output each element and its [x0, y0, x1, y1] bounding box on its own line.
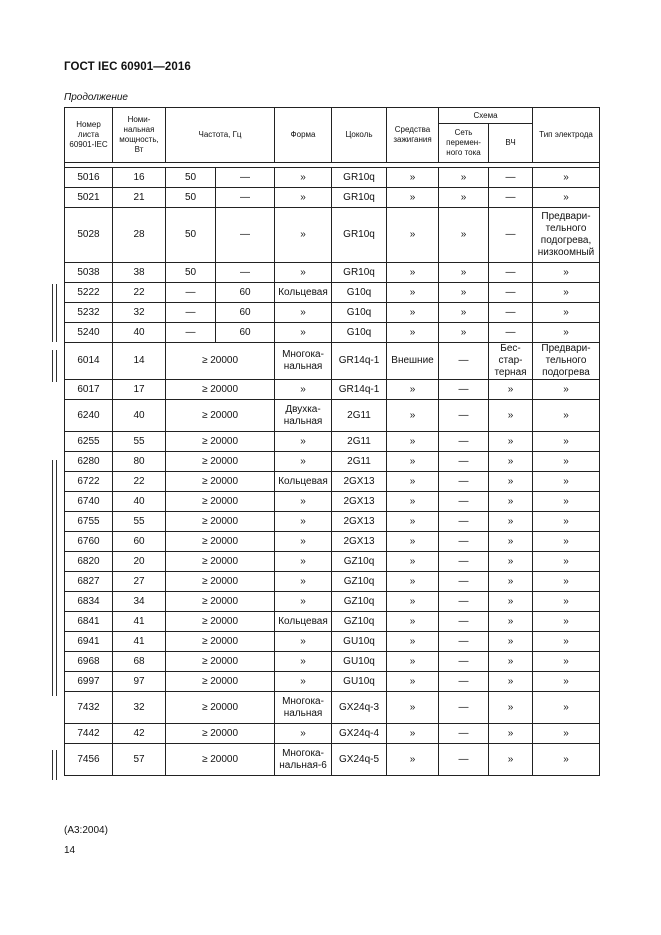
cell-mains: — — [439, 744, 489, 776]
cell-mains: — — [439, 452, 489, 472]
header-frequency: Частота, Гц — [166, 108, 275, 163]
cell-electrode: » — [533, 512, 600, 532]
table-row — [65, 592, 600, 612]
cell-mains: — — [439, 343, 489, 380]
cell-shape: » — [275, 652, 332, 672]
cell-frequency-60: — — [216, 188, 275, 208]
cell-power: 32 — [113, 303, 166, 323]
cell-starter: » — [387, 532, 439, 552]
table-row — [65, 380, 600, 400]
cell-power: 40 — [113, 323, 166, 343]
table-row — [65, 168, 600, 188]
header-base: Цоколь — [332, 108, 387, 163]
cell-power: 55 — [113, 432, 166, 452]
cell-mains: » — [439, 283, 489, 303]
table-row — [65, 208, 600, 263]
cell-base: GZ10q — [332, 612, 387, 632]
cell-sheet: 6841 — [65, 612, 113, 632]
cell-shape: » — [275, 552, 332, 572]
cell-mains: — — [439, 612, 489, 632]
table-row — [65, 552, 600, 572]
cell-electrode: » — [533, 323, 600, 343]
cell-frequency-60: — — [216, 208, 275, 263]
cell-starter: » — [387, 263, 439, 283]
cell-frequency-60: 60 — [216, 303, 275, 323]
table-row — [65, 432, 600, 452]
change-bar — [52, 350, 53, 382]
table-row — [65, 672, 600, 692]
cell-power: 22 — [113, 283, 166, 303]
table-row — [65, 343, 600, 380]
cell-base: GU10q — [332, 652, 387, 672]
table-row — [65, 724, 600, 744]
cell-sheet: 6941 — [65, 632, 113, 652]
cell-frequency-50: 50 — [166, 168, 216, 188]
cell-electrode: » — [533, 692, 600, 724]
cell-starter: » — [387, 380, 439, 400]
cell-electrode: » — [533, 263, 600, 283]
cell-starter: » — [387, 744, 439, 776]
table-row — [65, 303, 600, 323]
cell-electrode: » — [533, 572, 600, 592]
cell-starter: » — [387, 208, 439, 263]
cell-sheet: 6755 — [65, 512, 113, 532]
cell-starter: » — [387, 400, 439, 432]
cell-base: GZ10q — [332, 592, 387, 612]
table-row — [65, 652, 600, 672]
cell-power: 41 — [113, 632, 166, 652]
table-row — [65, 632, 600, 652]
cell-sheet: 6760 — [65, 532, 113, 552]
cell-hf: » — [489, 592, 533, 612]
cell-starter: » — [387, 552, 439, 572]
cell-hf: » — [489, 632, 533, 652]
cell-hf: — — [489, 303, 533, 323]
cell-sheet: 6014 — [65, 343, 113, 380]
cell-sheet: 6968 — [65, 652, 113, 672]
cell-shape: Многока-нальная-6 — [275, 744, 332, 776]
table-body — [65, 163, 600, 776]
cell-frequency: ≥ 20000 — [166, 512, 275, 532]
cell-shape: » — [275, 380, 332, 400]
cell-sheet: 5021 — [65, 188, 113, 208]
cell-shape: » — [275, 572, 332, 592]
cell-mains: » — [439, 208, 489, 263]
cell-electrode: Предвари-тельного подогрева, низкоомный — [533, 208, 600, 263]
cell-electrode: » — [533, 432, 600, 452]
cell-shape: » — [275, 512, 332, 532]
cell-frequency: ≥ 20000 — [166, 692, 275, 724]
cell-shape: Двухка-нальная — [275, 400, 332, 432]
cell-sheet: 7432 — [65, 692, 113, 724]
continuation-label: Продолжение — [64, 92, 128, 103]
cell-base: G10q — [332, 323, 387, 343]
cell-base: GX24q-3 — [332, 692, 387, 724]
cell-sheet: 5038 — [65, 263, 113, 283]
cell-base: 2G11 — [332, 432, 387, 452]
cell-hf: » — [489, 492, 533, 512]
cell-sheet: 6017 — [65, 380, 113, 400]
cell-sheet: 5240 — [65, 323, 113, 343]
cell-mains: — — [439, 692, 489, 724]
cell-power: 17 — [113, 380, 166, 400]
cell-base: G10q — [332, 283, 387, 303]
cell-base: GZ10q — [332, 552, 387, 572]
table-row — [65, 400, 600, 432]
cell-base: G10q — [332, 303, 387, 323]
cell-starter: » — [387, 452, 439, 472]
cell-frequency: ≥ 20000 — [166, 380, 275, 400]
change-bar — [52, 284, 53, 342]
cell-mains: » — [439, 263, 489, 283]
cell-hf: » — [489, 692, 533, 724]
cell-mains: — — [439, 472, 489, 492]
change-bar — [52, 750, 53, 780]
cell-starter: » — [387, 612, 439, 632]
cell-electrode: » — [533, 400, 600, 432]
table-row — [65, 612, 600, 632]
table-row — [65, 323, 600, 343]
cell-base: 2GX13 — [332, 532, 387, 552]
cell-mains: — — [439, 724, 489, 744]
cell-starter: » — [387, 283, 439, 303]
change-bar — [56, 750, 57, 780]
change-bar — [56, 460, 57, 696]
cell-power: 55 — [113, 512, 166, 532]
cell-shape: » — [275, 303, 332, 323]
cell-hf: — — [489, 283, 533, 303]
cell-starter: » — [387, 632, 439, 652]
cell-frequency: ≥ 20000 — [166, 612, 275, 632]
cell-hf: Бес-стар-терная — [489, 343, 533, 380]
cell-sheet: 5028 — [65, 208, 113, 263]
cell-frequency: ≥ 20000 — [166, 672, 275, 692]
cell-base: GR14q-1 — [332, 343, 387, 380]
cell-electrode: » — [533, 632, 600, 652]
cell-electrode: » — [533, 744, 600, 776]
table-row — [65, 188, 600, 208]
header-shape: Форма — [275, 108, 332, 163]
cell-sheet: 7456 — [65, 744, 113, 776]
cell-frequency: ≥ 20000 — [166, 552, 275, 572]
cell-starter: Внешние — [387, 343, 439, 380]
header-mains: Сеть перемен-ного тока — [439, 124, 489, 163]
cell-base: GR10q — [332, 188, 387, 208]
cell-base: 2G11 — [332, 452, 387, 472]
change-bar — [56, 350, 57, 382]
cell-power: 40 — [113, 400, 166, 432]
cell-electrode: » — [533, 492, 600, 512]
cell-hf: » — [489, 400, 533, 432]
cell-electrode: » — [533, 188, 600, 208]
cell-shape: » — [275, 188, 332, 208]
cell-starter: » — [387, 432, 439, 452]
cell-electrode: » — [533, 303, 600, 323]
cell-power: 34 — [113, 592, 166, 612]
cell-mains: — — [439, 632, 489, 652]
cell-starter: » — [387, 492, 439, 512]
cell-starter: » — [387, 692, 439, 724]
cell-electrode: » — [533, 724, 600, 744]
cell-mains: » — [439, 168, 489, 188]
cell-shape: » — [275, 432, 332, 452]
cell-hf: — — [489, 263, 533, 283]
cell-starter: » — [387, 572, 439, 592]
cell-shape: » — [275, 492, 332, 512]
cell-power: 40 — [113, 492, 166, 512]
cell-frequency-50: 50 — [166, 188, 216, 208]
cell-frequency-50: — — [166, 283, 216, 303]
cell-hf: » — [489, 380, 533, 400]
cell-shape: » — [275, 724, 332, 744]
cell-starter: » — [387, 168, 439, 188]
cell-mains: — — [439, 380, 489, 400]
cell-frequency: ≥ 20000 — [166, 343, 275, 380]
cell-shape: Кольцевая — [275, 612, 332, 632]
document-title: ГОСТ IEC 60901—2016 — [64, 61, 191, 73]
cell-power: 41 — [113, 612, 166, 632]
table-row — [65, 692, 600, 724]
table-row — [65, 263, 600, 283]
cell-power: 97 — [113, 672, 166, 692]
cell-shape: Многока-нальная — [275, 692, 332, 724]
table-row — [65, 572, 600, 592]
cell-frequency: ≥ 20000 — [166, 532, 275, 552]
cell-hf: » — [489, 472, 533, 492]
header-starter: Средства зажигания — [387, 108, 439, 163]
cell-base: GU10q — [332, 632, 387, 652]
table-row — [65, 472, 600, 492]
table-row — [65, 532, 600, 552]
cell-sheet: 6740 — [65, 492, 113, 512]
cell-base: 2GX13 — [332, 512, 387, 532]
cell-electrode: » — [533, 452, 600, 472]
cell-frequency: ≥ 20000 — [166, 724, 275, 744]
cell-sheet: 6255 — [65, 432, 113, 452]
cell-starter: » — [387, 724, 439, 744]
cell-base: GX24q-4 — [332, 724, 387, 744]
cell-sheet: 6722 — [65, 472, 113, 492]
cell-starter: » — [387, 592, 439, 612]
table-row — [65, 512, 600, 532]
cell-power: 38 — [113, 263, 166, 283]
cell-electrode: » — [533, 652, 600, 672]
lamp-data-table — [64, 107, 600, 776]
cell-frequency: ≥ 20000 — [166, 400, 275, 432]
cell-sheet: 6280 — [65, 452, 113, 472]
cell-sheet: 6240 — [65, 400, 113, 432]
cell-shape: Кольцевая — [275, 472, 332, 492]
cell-electrode: Предвари-тельного подогрева — [533, 343, 600, 380]
cell-hf: — — [489, 168, 533, 188]
cell-base: GX24q-5 — [332, 744, 387, 776]
cell-starter: » — [387, 323, 439, 343]
cell-frequency: ≥ 20000 — [166, 592, 275, 612]
cell-hf: » — [489, 612, 533, 632]
cell-hf: » — [489, 552, 533, 572]
cell-power: 22 — [113, 472, 166, 492]
cell-electrode: » — [533, 168, 600, 188]
cell-hf: » — [489, 672, 533, 692]
cell-mains: — — [439, 432, 489, 452]
cell-hf: » — [489, 652, 533, 672]
cell-power: 21 — [113, 188, 166, 208]
cell-power: 32 — [113, 692, 166, 724]
cell-shape: » — [275, 168, 332, 188]
cell-mains: — — [439, 652, 489, 672]
cell-electrode: » — [533, 592, 600, 612]
cell-power: 68 — [113, 652, 166, 672]
cell-sheet: 6834 — [65, 592, 113, 612]
header-hf: ВЧ — [489, 124, 533, 163]
table-row — [65, 283, 600, 303]
cell-base: 2GX13 — [332, 472, 387, 492]
cell-hf: » — [489, 572, 533, 592]
page-number: 14 — [64, 845, 76, 856]
header-scheme: Схема — [439, 108, 533, 124]
cell-mains: — — [439, 572, 489, 592]
cell-sheet: 5016 — [65, 168, 113, 188]
cell-electrode: » — [533, 532, 600, 552]
cell-base: 2G11 — [332, 400, 387, 432]
cell-hf: » — [489, 452, 533, 472]
cell-mains: » — [439, 188, 489, 208]
header-sheet: Номер листа 60901-IEC — [65, 108, 113, 163]
cell-power: 27 — [113, 572, 166, 592]
cell-sheet: 7442 — [65, 724, 113, 744]
cell-mains: — — [439, 512, 489, 532]
cell-shape: » — [275, 632, 332, 652]
cell-shape: » — [275, 208, 332, 263]
cell-hf: — — [489, 188, 533, 208]
cell-mains: » — [439, 303, 489, 323]
cell-frequency: ≥ 20000 — [166, 472, 275, 492]
cell-base: 2GX13 — [332, 492, 387, 512]
cell-base: GR10q — [332, 263, 387, 283]
cell-electrode: » — [533, 380, 600, 400]
cell-starter: » — [387, 472, 439, 492]
cell-sheet: 5222 — [65, 283, 113, 303]
cell-base: GR10q — [332, 168, 387, 188]
cell-power: 57 — [113, 744, 166, 776]
cell-frequency: ≥ 20000 — [166, 652, 275, 672]
cell-frequency: ≥ 20000 — [166, 432, 275, 452]
cell-shape: » — [275, 592, 332, 612]
cell-frequency: ≥ 20000 — [166, 452, 275, 472]
header-electrode: Тип электрода — [533, 108, 600, 163]
cell-power: 28 — [113, 208, 166, 263]
amendment-note: (А3:2004) — [64, 825, 108, 836]
change-bar — [56, 284, 57, 342]
cell-starter: » — [387, 652, 439, 672]
cell-frequency-50: — — [166, 303, 216, 323]
cell-power: 80 — [113, 452, 166, 472]
cell-hf: » — [489, 724, 533, 744]
change-bar — [52, 460, 53, 696]
cell-shape: » — [275, 323, 332, 343]
cell-base: GR10q — [332, 208, 387, 263]
cell-frequency: ≥ 20000 — [166, 492, 275, 512]
cell-mains: » — [439, 323, 489, 343]
cell-base: GZ10q — [332, 572, 387, 592]
cell-shape: » — [275, 672, 332, 692]
header-power: Номи-нальная мощность, Вт — [113, 108, 166, 163]
cell-frequency-50: — — [166, 323, 216, 343]
cell-base: GU10q — [332, 672, 387, 692]
cell-sheet: 6820 — [65, 552, 113, 572]
cell-hf: » — [489, 432, 533, 452]
cell-shape: Многока-нальная — [275, 343, 332, 380]
cell-shape: » — [275, 532, 332, 552]
cell-starter: » — [387, 512, 439, 532]
cell-mains: — — [439, 532, 489, 552]
cell-mains: — — [439, 592, 489, 612]
cell-sheet: 6997 — [65, 672, 113, 692]
cell-electrode: » — [533, 472, 600, 492]
cell-frequency-60: 60 — [216, 323, 275, 343]
cell-shape: » — [275, 452, 332, 472]
cell-frequency-50: 50 — [166, 208, 216, 263]
cell-starter: » — [387, 303, 439, 323]
cell-hf: » — [489, 532, 533, 552]
cell-shape: Кольцевая — [275, 283, 332, 303]
cell-frequency-60: — — [216, 263, 275, 283]
cell-electrode: » — [533, 552, 600, 572]
cell-starter: » — [387, 672, 439, 692]
cell-sheet: 5232 — [65, 303, 113, 323]
cell-mains: — — [439, 552, 489, 572]
cell-hf: — — [489, 208, 533, 263]
table-row — [65, 492, 600, 512]
cell-starter: » — [387, 188, 439, 208]
cell-frequency: ≥ 20000 — [166, 632, 275, 652]
cell-sheet: 6827 — [65, 572, 113, 592]
cell-hf: » — [489, 512, 533, 532]
cell-mains: — — [439, 492, 489, 512]
cell-frequency: ≥ 20000 — [166, 572, 275, 592]
cell-mains: — — [439, 672, 489, 692]
cell-hf: — — [489, 323, 533, 343]
cell-power: 16 — [113, 168, 166, 188]
cell-frequency-60: — — [216, 168, 275, 188]
cell-electrode: » — [533, 672, 600, 692]
cell-base: GR14q-1 — [332, 380, 387, 400]
cell-frequency-60: 60 — [216, 283, 275, 303]
cell-frequency-50: 50 — [166, 263, 216, 283]
cell-electrode: » — [533, 612, 600, 632]
cell-frequency: ≥ 20000 — [166, 744, 275, 776]
cell-shape: » — [275, 263, 332, 283]
cell-power: 14 — [113, 343, 166, 380]
cell-power: 60 — [113, 532, 166, 552]
cell-power: 42 — [113, 724, 166, 744]
cell-mains: — — [439, 400, 489, 432]
cell-power: 20 — [113, 552, 166, 572]
cell-hf: » — [489, 744, 533, 776]
table-row — [65, 744, 600, 776]
table-row — [65, 452, 600, 472]
cell-electrode: » — [533, 283, 600, 303]
